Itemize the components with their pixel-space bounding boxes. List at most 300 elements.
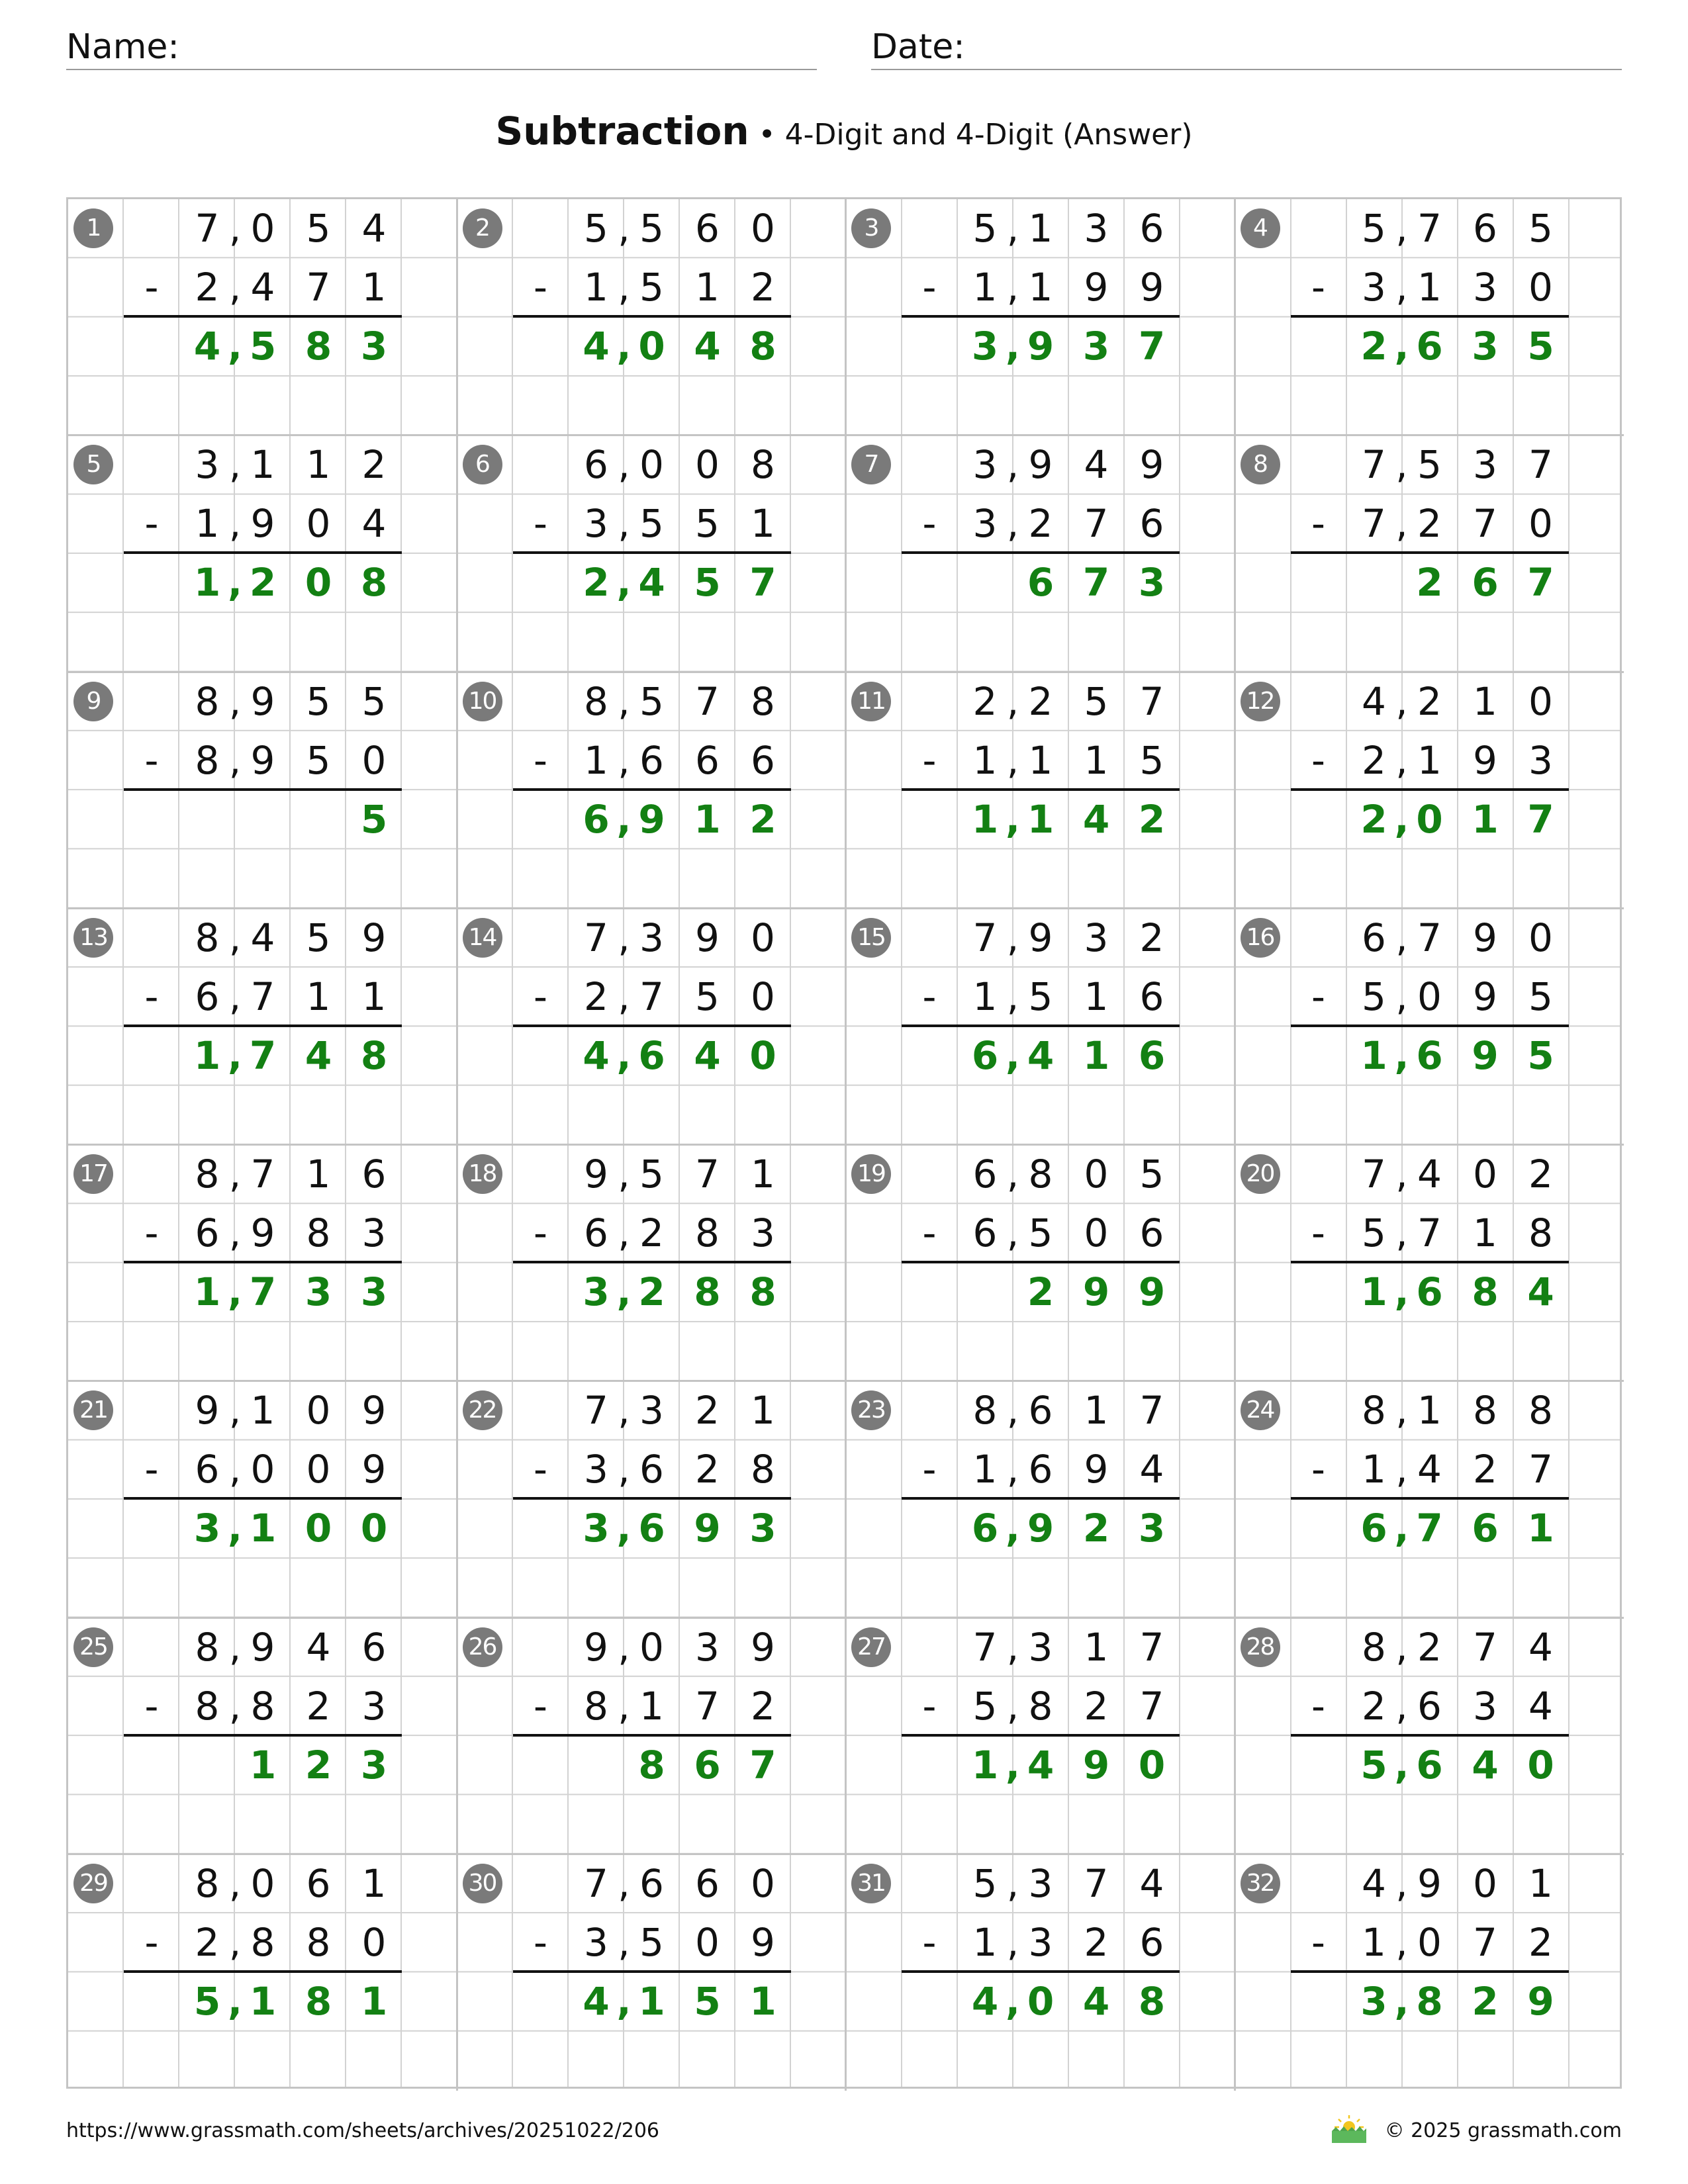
subtrahend-comma: ,: [228, 974, 242, 1019]
answer-digit: 1: [1360, 1269, 1387, 1314]
problem-15: [846, 909, 1235, 1145]
subtrahend-digit: 5: [1139, 737, 1164, 783]
answer-digit: 3: [1082, 324, 1110, 369]
answer-digit: 7: [1527, 796, 1554, 842]
problem-number-badge: 13: [73, 918, 113, 958]
problem-number-badge: 10: [463, 682, 502, 721]
subtrahend-digit: 7: [1417, 1210, 1442, 1255]
minuend-digit: 1: [1473, 678, 1497, 724]
subtrahend-comma: ,: [1395, 1683, 1408, 1729]
subtrahend-comma: ,: [618, 501, 630, 547]
subtrahend-digit: 0: [695, 1919, 720, 1965]
answer-row: [124, 1499, 402, 1558]
answer-digit: 3: [193, 1506, 221, 1551]
answer-digit: 2: [1360, 324, 1387, 369]
problem-number-badge: 23: [851, 1390, 891, 1430]
answer-row: [124, 1263, 402, 1322]
subtrahend-digit: 5: [1362, 974, 1386, 1019]
subtrahend-digit: 6: [972, 1210, 998, 1255]
minuend-digit: 0: [751, 206, 775, 251]
minuend-digit: 1: [1417, 1388, 1442, 1433]
subtrahend-digit: 0: [306, 1447, 331, 1492]
problem-number-badge: 24: [1241, 1390, 1280, 1430]
minuend-digit: 7: [1362, 442, 1386, 488]
answer-digit: 6: [694, 1742, 721, 1788]
subtrahend-digit: 5: [1028, 1210, 1053, 1255]
minuend-digit: 6: [1473, 206, 1497, 251]
problem-number-badge: 30: [463, 1864, 502, 1903]
answer-digit: 7: [1138, 324, 1166, 369]
answer-digit: 8: [305, 1978, 332, 2024]
answer-row: [124, 790, 402, 849]
problem-number-badge: 9: [73, 682, 113, 721]
answer-row: [1291, 1263, 1569, 1322]
subtrahend-digit: 3: [584, 1447, 608, 1492]
minuend-comma: ,: [1006, 1860, 1019, 1906]
answer-row: [902, 1263, 1180, 1322]
minuend-digit: 7: [1362, 1152, 1386, 1197]
problem-number-badge: 29: [73, 1864, 113, 1903]
subtrahend-digit: 7: [639, 974, 664, 1019]
answer-digit: 9: [1082, 1742, 1110, 1788]
subtrahend-comma: ,: [228, 1683, 242, 1729]
subtrahend-comma: ,: [618, 1919, 630, 1965]
answer-digit: 7: [1416, 1506, 1443, 1551]
minuend-digit: 6: [639, 1860, 664, 1906]
minuend-digit: 1: [306, 1152, 331, 1197]
problem-grid: [66, 197, 1622, 2089]
minus-sign: -: [922, 265, 937, 310]
subtrahend-comma: ,: [1006, 974, 1019, 1019]
problem-3: [846, 199, 1235, 435]
answer-comma: ,: [1005, 1032, 1021, 1078]
minus-sign: -: [144, 737, 159, 783]
answer-digit: 4: [638, 560, 665, 606]
answer-comma: ,: [1394, 1742, 1409, 1788]
subtrahend-row: [124, 258, 402, 317]
answer-digit: 1: [249, 1978, 277, 2024]
problem-22: [457, 1381, 846, 1617]
minuend-digit: 8: [1528, 1388, 1553, 1433]
answer-digit: 6: [1416, 1742, 1443, 1788]
subtrahend-comma: ,: [1395, 265, 1408, 310]
subtrahend-digit: 2: [584, 974, 608, 1019]
minuend-digit: 0: [250, 1860, 275, 1906]
answer-row: [902, 1972, 1180, 2031]
subtrahend-digit: 5: [639, 265, 664, 310]
answer-digit: 9: [638, 796, 665, 842]
answer-digit: 4: [1082, 1978, 1110, 2024]
problem-number-badge: 4: [1241, 208, 1280, 248]
subtrahend-digit: 6: [195, 1447, 220, 1492]
problem-18: [457, 1145, 846, 1381]
subtrahend-digit: 0: [306, 501, 331, 547]
minuend-digit: 3: [695, 1624, 720, 1670]
subtrahend-row: [902, 1440, 1180, 1499]
problem-1: [68, 199, 457, 435]
answer-digit: 6: [971, 1506, 999, 1551]
subtrahend-digit: 1: [695, 265, 720, 310]
subtrahend-row: [1291, 968, 1569, 1026]
answer-comma: ,: [1005, 1506, 1021, 1551]
answer-digit: 6: [1472, 1506, 1499, 1551]
minuend-digit: 7: [1139, 678, 1164, 724]
answer-comma: ,: [227, 1269, 243, 1314]
subtrahend-digit: 3: [1473, 265, 1497, 310]
subtrahend-digit: 0: [1417, 974, 1442, 1019]
subtrahend-digit: 8: [250, 1683, 275, 1729]
answer-digit: 8: [1138, 1978, 1166, 2024]
subtrahend-digit: 2: [306, 1683, 331, 1729]
subtrahend-digit: 2: [1362, 737, 1386, 783]
answer-digit: 8: [360, 1032, 388, 1078]
subtrahend-digit: 3: [1528, 737, 1553, 783]
subtrahend-digit: 0: [250, 1447, 275, 1492]
subtrahend-comma: ,: [228, 737, 242, 783]
answer-digit: 4: [1027, 1032, 1055, 1078]
subtrahend-digit: 5: [695, 974, 720, 1019]
minuend-digit: 7: [695, 678, 720, 724]
subtrahend-digit: 9: [751, 1919, 775, 1965]
minuend-comma: ,: [228, 1624, 242, 1670]
answer-digit: 2: [1082, 1506, 1110, 1551]
subtrahend-comma: ,: [228, 1210, 242, 1255]
minuend-row: [513, 435, 791, 494]
answer-digit: 4: [583, 1032, 610, 1078]
subtrahend-digit: 3: [1473, 1683, 1497, 1729]
subtrahend-comma: ,: [228, 265, 242, 310]
answer-row: [124, 1736, 402, 1795]
answer-row: [1291, 1972, 1569, 2031]
answer-digit: 3: [360, 324, 388, 369]
problem-17: [68, 1145, 457, 1381]
subtrahend-digit: 1: [1362, 1447, 1386, 1492]
subtrahend-comma: ,: [1006, 1919, 1019, 1965]
subtrahend-comma: ,: [1395, 1210, 1408, 1255]
minuend-digit: 0: [1473, 1152, 1497, 1197]
minuend-digit: 5: [306, 678, 331, 724]
minuend-digit: 5: [1528, 206, 1553, 251]
answer-row: [1291, 317, 1569, 376]
subtrahend-digit: 7: [1528, 1447, 1553, 1492]
minuend-digit: 6: [1362, 915, 1386, 960]
subtrahend-digit: 8: [584, 1683, 608, 1729]
answer-digit: 3: [1138, 1506, 1166, 1551]
answer-digit: 3: [583, 1269, 610, 1314]
subtrahend-digit: 9: [361, 1447, 387, 1492]
minus-sign: -: [144, 1210, 159, 1255]
answer-digit: 7: [249, 1032, 277, 1078]
answer-comma: ,: [1394, 1269, 1409, 1314]
answer-digit: 1: [971, 796, 999, 842]
subtrahend-digit: 0: [1528, 265, 1553, 310]
subtrahend-digit: 2: [1528, 1919, 1553, 1965]
minuend-comma: ,: [1395, 1388, 1408, 1433]
answer-digit: 3: [360, 1742, 388, 1788]
subtrahend-comma: ,: [228, 1447, 242, 1492]
subtrahend-digit: 1: [361, 974, 387, 1019]
answer-digit: 0: [305, 1506, 332, 1551]
answer-comma: ,: [227, 1506, 243, 1551]
answer-digit: 3: [971, 324, 999, 369]
subtrahend-comma: ,: [1395, 501, 1408, 547]
subtrahend-row: [1291, 1913, 1569, 1972]
subtrahend-row: [1291, 1440, 1569, 1499]
minuend-row: [1291, 1854, 1569, 1913]
minuend-digit: 0: [1473, 1860, 1497, 1906]
minuend-digit: 6: [584, 442, 608, 488]
minuend-digit: 8: [1473, 1388, 1497, 1433]
minuend-digit: 5: [1139, 1152, 1164, 1197]
answer-row: [513, 1972, 791, 2031]
problem-4: [1235, 199, 1624, 435]
minuend-digit: 0: [1528, 915, 1553, 960]
subtrahend-digit: 9: [1084, 1447, 1109, 1492]
problem-number-badge: 32: [1241, 1864, 1280, 1903]
answer-digit: 2: [1416, 560, 1443, 606]
minus-sign: -: [922, 1210, 937, 1255]
minuend-digit: 0: [306, 1388, 331, 1433]
answer-digit: 6: [1360, 1506, 1387, 1551]
minus-sign: -: [144, 1447, 159, 1492]
minuend-digit: 8: [1362, 1388, 1386, 1433]
subtrahend-digit: 1: [195, 501, 220, 547]
subtrahend-digit: 2: [1473, 1447, 1497, 1492]
subtrahend-digit: 6: [639, 737, 664, 783]
subtrahend-digit: 1: [584, 737, 608, 783]
minuend-digit: 5: [584, 206, 608, 251]
minus-sign: -: [144, 1919, 159, 1965]
minuend-comma: ,: [618, 206, 630, 251]
subtrahend-digit: 9: [1084, 265, 1109, 310]
minuend-digit: 8: [584, 678, 608, 724]
problem-number-badge: 19: [851, 1154, 891, 1194]
answer-row: [1291, 553, 1569, 612]
subtrahend-digit: 4: [1139, 1447, 1164, 1492]
minuend-digit: 9: [695, 915, 720, 960]
subtrahend-digit: 1: [1084, 974, 1109, 1019]
problem-10: [457, 672, 846, 909]
problem-20: [1235, 1145, 1624, 1381]
problem-6: [457, 435, 846, 672]
answer-digit: 6: [1138, 1032, 1166, 1078]
answer-digit: 8: [749, 324, 776, 369]
minuend-digit: 8: [195, 1624, 220, 1670]
answer-digit: 0: [1027, 1978, 1055, 2024]
minuend-digit: 3: [1473, 442, 1497, 488]
minuend-digit: 2: [361, 442, 387, 488]
answer-row: [902, 1026, 1180, 1085]
grass-sun-logo-icon: [1329, 2113, 1369, 2144]
answer-digit: 9: [1027, 324, 1055, 369]
minuend-row: [124, 1854, 402, 1913]
subtrahend-digit: 7: [1084, 501, 1109, 547]
answer-digit: 4: [305, 1032, 332, 1078]
name-field[interactable]: [66, 25, 817, 70]
minuend-digit: 9: [1473, 915, 1497, 960]
subtrahend-digit: 9: [250, 1210, 275, 1255]
answer-digit: 4: [971, 1978, 999, 2024]
subtrahend-digit: 6: [1139, 974, 1164, 1019]
answer-row: [902, 790, 1180, 849]
problem-28: [1235, 1618, 1624, 1854]
answer-row: [902, 1736, 1180, 1795]
answer-digit: 8: [1472, 1269, 1499, 1314]
minuend-digit: 6: [972, 1152, 998, 1197]
minus-sign: -: [534, 265, 547, 310]
minuend-digit: 7: [972, 915, 998, 960]
subtrahend-digit: 3: [584, 501, 608, 547]
answer-digit: 8: [638, 1742, 665, 1788]
minuend-digit: 7: [584, 1388, 608, 1433]
minuend-digit: 3: [195, 442, 220, 488]
minuend-digit: 4: [361, 206, 387, 251]
title-subtitle: • 4-Digit and 4-Digit (Answer): [758, 118, 1193, 152]
answer-digit: 7: [1527, 560, 1554, 606]
problem-21: [68, 1381, 457, 1617]
subtrahend-digit: 2: [1084, 1919, 1109, 1965]
minuend-comma: ,: [1006, 442, 1019, 488]
minuend-digit: 9: [1028, 915, 1053, 960]
answer-digit: 1: [749, 1978, 776, 2024]
subtrahend-digit: 7: [250, 974, 275, 1019]
subtrahend-row: [124, 968, 402, 1026]
subtrahend-digit: 2: [639, 1210, 664, 1255]
subtrahend-row: [902, 1677, 1180, 1736]
subtrahend-digit: 3: [972, 501, 998, 547]
minuend-digit: 8: [1028, 1152, 1053, 1197]
minuend-digit: 5: [306, 915, 331, 960]
minus-sign: -: [1311, 974, 1325, 1019]
subtrahend-digit: 6: [1139, 501, 1164, 547]
answer-digit: 1: [360, 1978, 388, 2024]
minuend-comma: ,: [228, 442, 242, 488]
answer-digit: 9: [1472, 1032, 1499, 1078]
subtrahend-row: [513, 731, 791, 790]
problem-number-badge: 11: [851, 682, 891, 721]
minuend-digit: 7: [195, 206, 220, 251]
answer-digit: 1: [694, 796, 721, 842]
answer-digit: 3: [1138, 560, 1166, 606]
minuend-digit: 1: [751, 1388, 775, 1433]
answer-digit: 0: [1527, 1742, 1554, 1788]
minuend-row: [902, 1381, 1180, 1440]
subtrahend-digit: 1: [1028, 265, 1053, 310]
date-field[interactable]: [871, 25, 1622, 70]
answer-row: [1291, 1736, 1569, 1795]
subtrahend-digit: 0: [361, 1919, 387, 1965]
subtrahend-row: [902, 258, 1180, 317]
answer-comma: ,: [616, 1269, 632, 1314]
minus-sign: -: [534, 501, 547, 547]
minuend-digit: 7: [1473, 1624, 1497, 1670]
minus-sign: -: [922, 1447, 937, 1492]
subtrahend-row: [513, 1204, 791, 1263]
subtrahend-digit: 1: [972, 1447, 998, 1492]
subtrahend-digit: 6: [195, 974, 220, 1019]
answer-digit: 2: [638, 1269, 665, 1314]
answer-digit: 5: [694, 560, 721, 606]
subtrahend-digit: 8: [1028, 1683, 1053, 1729]
answer-digit: 1: [249, 1506, 277, 1551]
subtrahend-row: [513, 968, 791, 1026]
problem-16: [1235, 909, 1624, 1145]
name-label: Name:: [66, 27, 179, 67]
minuend-row: [1291, 909, 1569, 968]
subtrahend-digit: 1: [584, 265, 608, 310]
answer-row: [902, 317, 1180, 376]
minuend-digit: 5: [972, 206, 998, 251]
subtrahend-digit: 2: [695, 1447, 720, 1492]
problem-7: [846, 435, 1235, 672]
answer-digit: 6: [638, 1032, 665, 1078]
subtrahend-row: [902, 1913, 1180, 1972]
minuend-digit: 4: [306, 1624, 331, 1670]
answer-row: [124, 317, 402, 376]
subtrahend-row: [1291, 258, 1569, 317]
minus-sign: -: [144, 1683, 159, 1729]
answer-digit: 5: [1527, 1032, 1554, 1078]
problem-number-badge: 12: [1241, 682, 1280, 721]
answer-row: [1291, 1026, 1569, 1085]
problem-number-badge: 18: [463, 1154, 502, 1194]
subtrahend-row: [1291, 494, 1569, 553]
subtrahend-row: [1291, 731, 1569, 790]
problem-number-badge: 27: [851, 1627, 891, 1667]
subtrahend-row: [124, 731, 402, 790]
answer-comma: ,: [1394, 324, 1409, 369]
subtrahend-digit: 5: [639, 501, 664, 547]
answer-comma: ,: [1394, 1506, 1409, 1551]
subtrahend-digit: 3: [361, 1683, 387, 1729]
answer-digit: 5: [1527, 324, 1554, 369]
answer-digit: 8: [305, 324, 332, 369]
minuend-row: [124, 1618, 402, 1677]
minuend-comma: ,: [1006, 1388, 1019, 1433]
subtrahend-digit: 7: [306, 265, 331, 310]
answer-digit: 4: [1027, 1742, 1055, 1788]
minuend-comma: ,: [618, 1388, 630, 1433]
answer-digit: 2: [1472, 1978, 1499, 2024]
minuend-digit: 9: [584, 1624, 608, 1670]
subtrahend-digit: 5: [306, 737, 331, 783]
minuend-digit: 5: [1417, 442, 1442, 488]
minuend-digit: 9: [584, 1152, 608, 1197]
minuend-digit: 1: [306, 442, 331, 488]
problem-number-badge: 6: [463, 445, 502, 484]
problem-27: [846, 1618, 1235, 1854]
subtrahend-digit: 2: [1417, 501, 1442, 547]
problem-number-badge: 15: [851, 918, 891, 958]
subtrahend-digit: 7: [1362, 501, 1386, 547]
answer-digit: 5: [249, 324, 277, 369]
subtrahend-row: [124, 1677, 402, 1736]
subtrahend-digit: 8: [751, 1447, 775, 1492]
minuend-digit: 7: [1139, 1624, 1164, 1670]
answer-digit: 2: [583, 560, 610, 606]
answer-digit: 0: [1138, 1742, 1166, 1788]
problem-32: [1235, 1854, 1624, 2091]
minuend-digit: 2: [1417, 678, 1442, 724]
answer-digit: 2: [1360, 796, 1387, 842]
subtrahend-digit: 1: [1084, 737, 1109, 783]
footer-copyright: © 2025 grassmath.com: [1384, 2119, 1622, 2142]
minuend-digit: 5: [639, 1152, 664, 1197]
subtrahend-digit: 1: [972, 974, 998, 1019]
minuend-comma: ,: [1395, 915, 1408, 960]
minuend-digit: 0: [639, 1624, 664, 1670]
subtrahend-comma: ,: [1006, 501, 1019, 547]
